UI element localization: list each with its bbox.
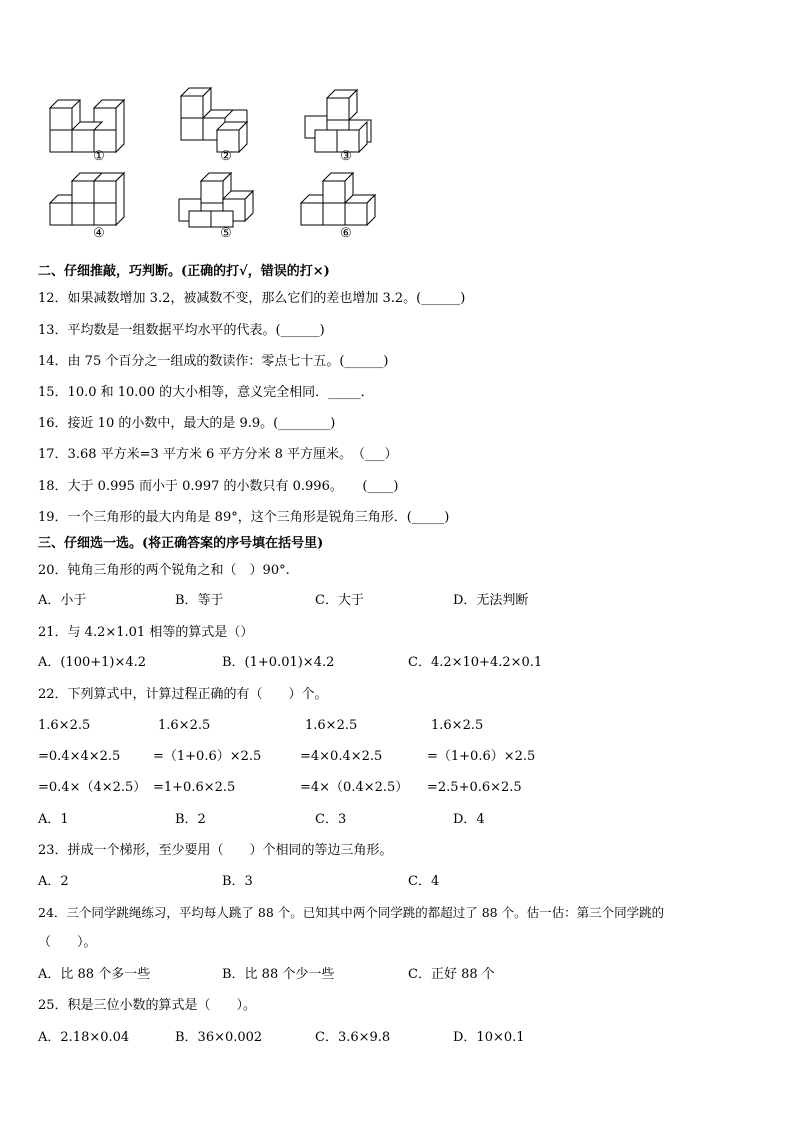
question-15: 15．10.0 和 10.00 的大小相等，意义完全相同．_____． [38, 385, 374, 400]
calc-cell: 1.6×2.5 [431, 718, 484, 733]
figure-label-5: ⑤ [220, 226, 232, 241]
figure-label-1: ① [93, 149, 105, 164]
option-b[interactable]: B．2 [175, 812, 206, 827]
question-23-stem: 23．拼成一个梯形，至少要用（ ）个相同的等边三角形。 [38, 843, 393, 858]
calc-cell: =2.5+0.6×2.5 [427, 780, 522, 795]
calc-cell: =0.4×4×2.5 [38, 749, 121, 764]
question-22-options [38, 811, 758, 829]
calc-cell: =4×（0.4×2.5） [300, 780, 409, 795]
figure-label-3: ③ [340, 149, 352, 164]
question-25-stem: 25．积是三位小数的算式是（ ）。 [38, 998, 257, 1013]
question-14: 14．由 75 个百分之一组成的数读作：零点七十五。(______) [38, 354, 389, 369]
option-b[interactable]: B．36×0.002 [175, 1030, 263, 1045]
option-a[interactable]: A．2.18×0.04 [38, 1030, 130, 1045]
option-c[interactable]: C．4 [408, 874, 440, 889]
calc-row-1 [38, 717, 758, 735]
option-a[interactable]: A．小于 [38, 593, 87, 608]
question-23-options [38, 873, 758, 891]
question-18: 18．大于 0.995 而小于 0.997 的小数只有 0.996。 (____) [38, 479, 399, 494]
calc-row-2 [38, 748, 758, 766]
cube-figures [36, 86, 396, 256]
cube-figure-5 [171, 171, 281, 251]
cube-figure-3 [291, 86, 401, 166]
option-a[interactable]: A．2 [38, 874, 69, 889]
figure-label-2: ② [220, 149, 232, 164]
option-b[interactable]: B．比 88 个少一些 [222, 967, 335, 982]
cube-figure-6 [291, 171, 401, 251]
calc-cell: =4×0.4×2.5 [300, 749, 383, 764]
question-25-options [38, 1029, 758, 1047]
calc-row-3 [38, 779, 758, 797]
cube-figure-4 [44, 171, 154, 251]
cube-figure-1 [44, 86, 154, 166]
option-b[interactable]: B．3 [222, 874, 253, 889]
question-21-options [38, 654, 758, 672]
option-d[interactable]: D．4 [453, 812, 485, 827]
option-c[interactable]: C．3.6×9.8 [315, 1030, 391, 1045]
option-c[interactable]: C．大于 [315, 593, 364, 608]
option-d[interactable]: D．无法判断 [453, 593, 529, 608]
calc-cell: =（1+0.6）×2.5 [153, 749, 262, 764]
calc-cell: 1.6×2.5 [38, 718, 91, 733]
question-16: 16．接近 10 的小数中，最大的是 9.9。(________) [38, 416, 336, 431]
cube-figure-2 [171, 86, 281, 166]
question-24-stem-line1: 24．三个同学跳绳练习，平均每人跳了 88 个。已知其中两个同学跳的都超过了 88 个。估一估：第三个同学跳的 [38, 905, 665, 920]
calc-cell: =1+0.6×2.5 [153, 780, 236, 795]
question-20-options [38, 592, 758, 610]
question-13: 13．平均数是一组数据平均水平的代表。(______) [38, 323, 325, 338]
question-24-options [38, 966, 758, 984]
option-d[interactable]: D．10×0.1 [453, 1030, 525, 1045]
option-a[interactable]: A．比 88 个多一些 [38, 967, 151, 982]
question-19: 19．一个三角形的最大内角是 89°，这个三角形是锐角三角形．(_____) [38, 510, 450, 525]
calc-cell: 1.6×2.5 [305, 718, 358, 733]
section3-title: 三、仔细选一选。(将正确答案的序号填在括号里) [38, 536, 324, 551]
question-21-stem: 21．与 4.2×1.01 相等的算式是（） [38, 625, 254, 640]
question-17: 17．3.68 平方米=3 平方米 6 平方分米 8 平方厘米。 （___） [38, 447, 398, 462]
option-c[interactable]: C．正好 88 个 [408, 967, 495, 982]
question-12: 12．如果减数增加 3.2，被减数不变，那么它们的差也增加 3.2。(______) [38, 291, 466, 306]
calc-cell: =0.4×（4×2.5） [38, 780, 147, 795]
figure-label-6: ⑥ [340, 226, 352, 241]
section2-title: 二、仔细推敲，巧判断。(正确的打√，错误的打×) [38, 264, 330, 279]
option-b[interactable]: B．(1+0.01)×4.2 [222, 655, 335, 670]
question-24-stem-line2: （ ）。 [38, 935, 97, 950]
option-a[interactable]: A．1 [38, 812, 69, 827]
question-20-stem: 20．钝角三角形的两个锐角之和（ ）90°. [38, 563, 290, 578]
option-a[interactable]: A．(100+1)×4.2 [38, 655, 147, 670]
option-c[interactable]: C．4.2×10+4.2×0.1 [408, 655, 543, 670]
calc-cell: =（1+0.6）×2.5 [427, 749, 536, 764]
calc-cell: 1.6×2.5 [158, 718, 211, 733]
figure-label-4: ④ [93, 226, 105, 241]
option-b[interactable]: B．等于 [175, 593, 224, 608]
option-c[interactable]: C．3 [315, 812, 347, 827]
question-22-stem: 22．下列算式中，计算过程正确的有（ ）个。 [38, 687, 328, 702]
